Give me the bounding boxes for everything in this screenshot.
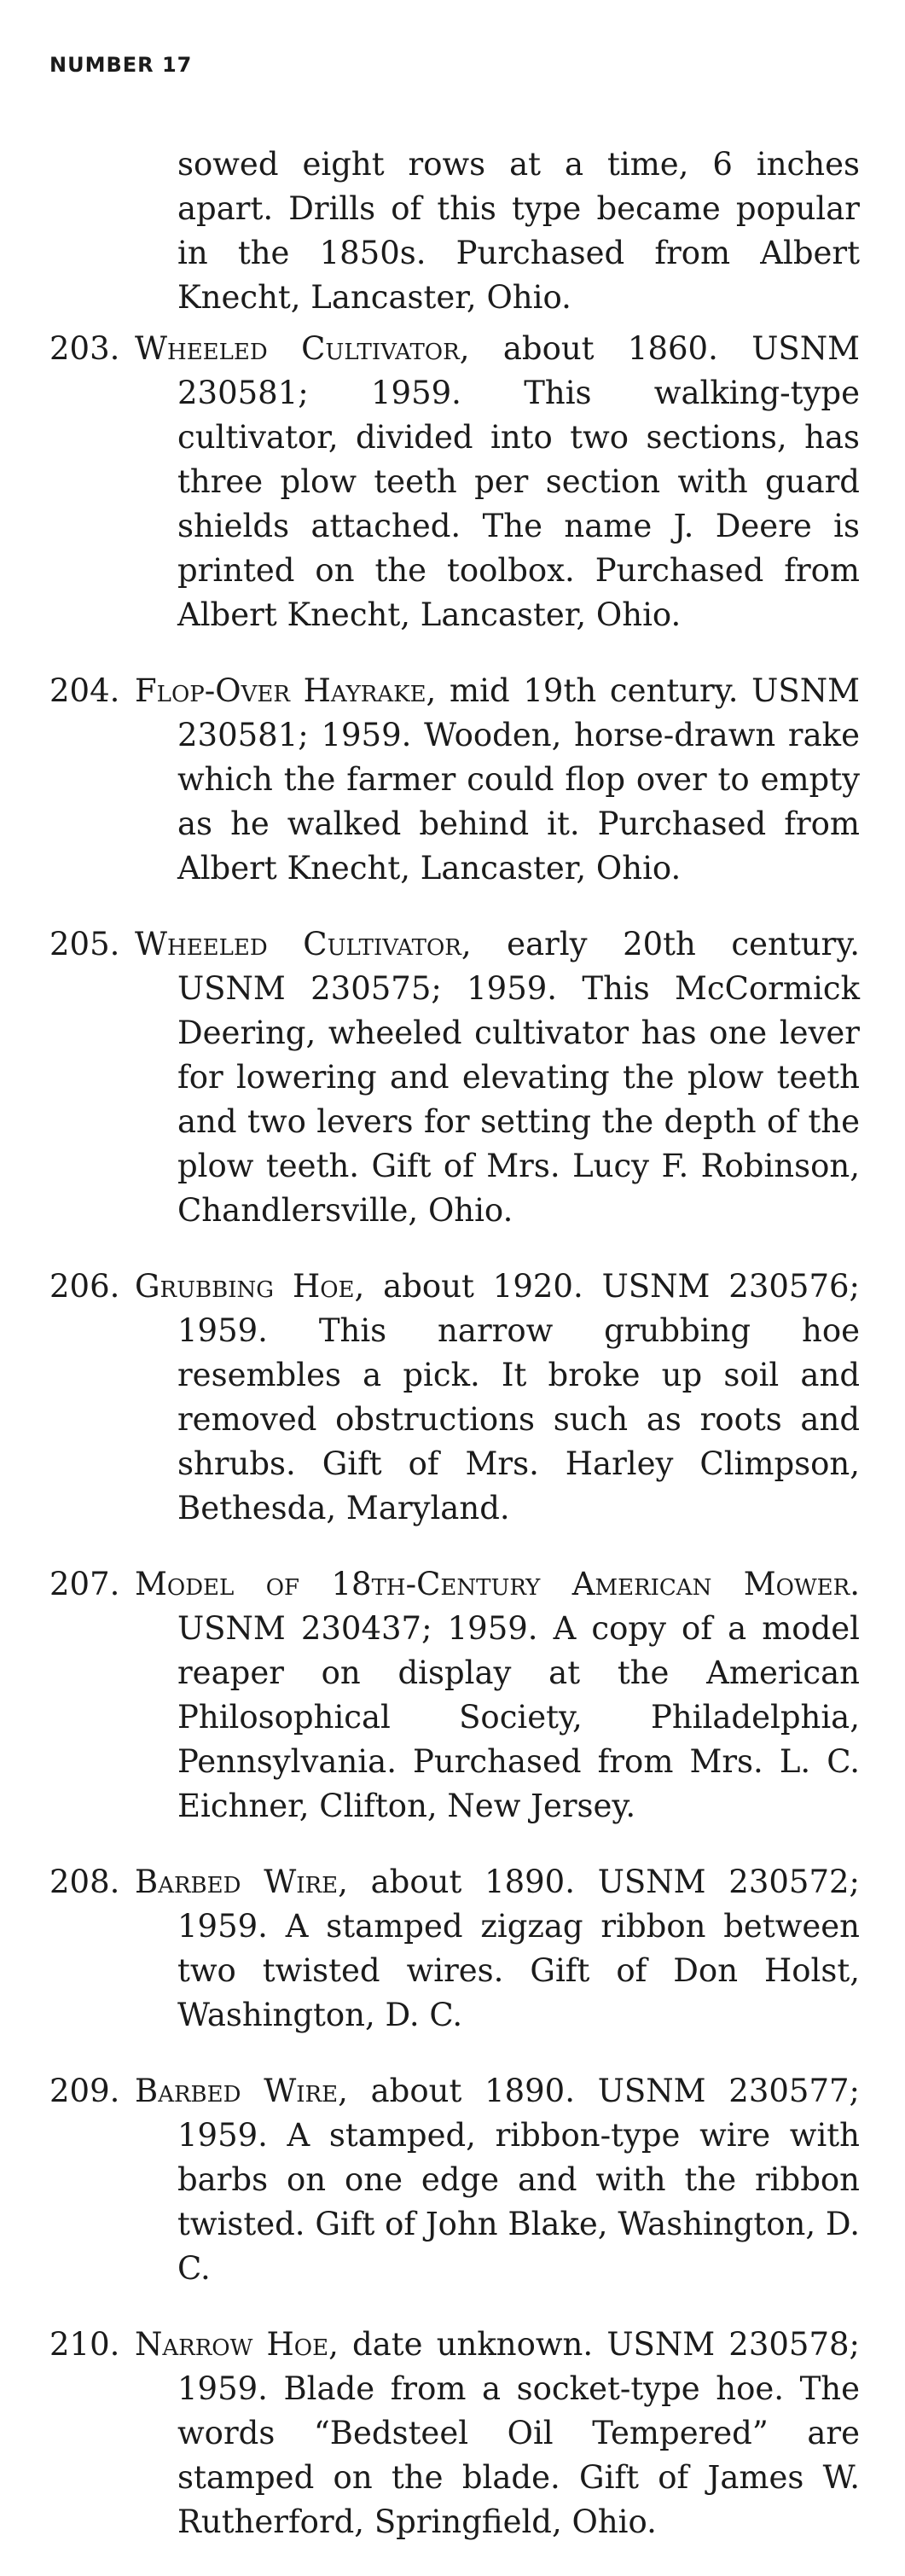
catalog-entry-205 — [49, 922, 860, 1233]
catalog-entry-206 — [49, 1265, 860, 1531]
entry-title: Model of 18th-Century American Mower. — [135, 1566, 860, 1602]
continuation-paragraph: sowed eight rows at a time, 6 inches apart. Drills of this type became popular in the 1850s. Purchased from Albert Knecht, Lancaster, Ohio. — [177, 146, 860, 316]
entry-number: 209. — [49, 2073, 120, 2109]
entry-text: about 1860. USNM 230581; 1959. This walking-type cultivator, divided into two sections, has three plow teeth per section with guard shields attached. The name J. Deere is printed on the toolbox. Purchased from Albert Knecht, Lancaster, Ohio. — [177, 330, 861, 633]
entry-text: about 1890. USNM 230577; 1959. A stamped, ribbon-type wire with barbs on one edge and with the ribbon twisted. Gift of John Blake, Washington, D. C. — [177, 2073, 860, 2287]
catalog-entry-210 — [49, 2323, 860, 2544]
entry-title: Flop-Over Hayrake, — [135, 672, 437, 709]
catalog-entry-209 — [49, 2069, 860, 2291]
entry-text: about 1920. USNM 230576; 1959. This narrow grubbing hoe resembles a pick. It broke up soil and removed obstructions such as roots and shrubs. Gift of Mrs. Harley Climpson, Bethesda, Maryland. — [177, 1268, 861, 1526]
entry-text: early 20th century. USNM 230575; 1959. This McCormick Deering, wheeled cultivator has one lever for lowering and elevating the plow teeth and two levers for setting the depth of the plow teeth. Gift of Mrs. Lucy F. Robinson, Chandlersville, Ohio. — [177, 926, 860, 1229]
entry-number: 204. — [49, 672, 120, 709]
entry-title: Wheeled Cultivator, — [135, 330, 470, 367]
catalog-entry-208 — [49, 1860, 860, 2038]
entry-title: Barbed Wire, — [135, 1864, 348, 1900]
entry-text: date unknown. USNM 230578; 1959. Blade from a socket-type hoe. The words “Bedsteel Oil Tempered” are stamped on the blade. Gift of James W. Rutherford, Springfield, Ohio. — [177, 2326, 860, 2540]
entry-title: Narrow Hoe, — [135, 2326, 339, 2363]
entry-title: Barbed Wire, — [135, 2073, 348, 2109]
entry-title: Grubbing Hoe, — [135, 1268, 365, 1305]
entry-text: mid 19th century. USNM 230581; 1959. Wooden, horse-drawn rake which the farmer could flop over to empty as he walked behind it. Purchased from Albert Knecht, Lancaster, Ohio. — [177, 672, 860, 887]
entry-number: 203. — [49, 330, 120, 367]
catalog-entry-204 — [49, 669, 860, 891]
entry-number: 205. — [49, 926, 120, 962]
entry-text: about 1890. USNM 230572; 1959. A stamped zigzag ribbon between two twisted wires. Gift of Don Holst, Washington, D. C. — [177, 1864, 860, 2033]
catalog-list — [49, 111, 860, 2576]
entry-number: 210. — [49, 2326, 120, 2363]
entry-number: 206. — [49, 1268, 120, 1305]
entry-number: 208. — [49, 1864, 120, 1900]
running-head: NUMBER 17 — [49, 53, 193, 77]
catalog-entry-203 — [49, 327, 860, 637]
catalog-entry-207 — [49, 1562, 860, 1829]
entry-title: Wheeled Cultivator, — [135, 926, 472, 962]
entry-number: 207. — [49, 1566, 120, 1602]
entry-text: USNM 230437; 1959. A copy of a model reaper on display at the American Philosophical Society, Philadelphia, Pennsylvania. Purchased from Mrs. L. C. Eichner, Clifton, New Jersey. — [177, 1610, 860, 1824]
